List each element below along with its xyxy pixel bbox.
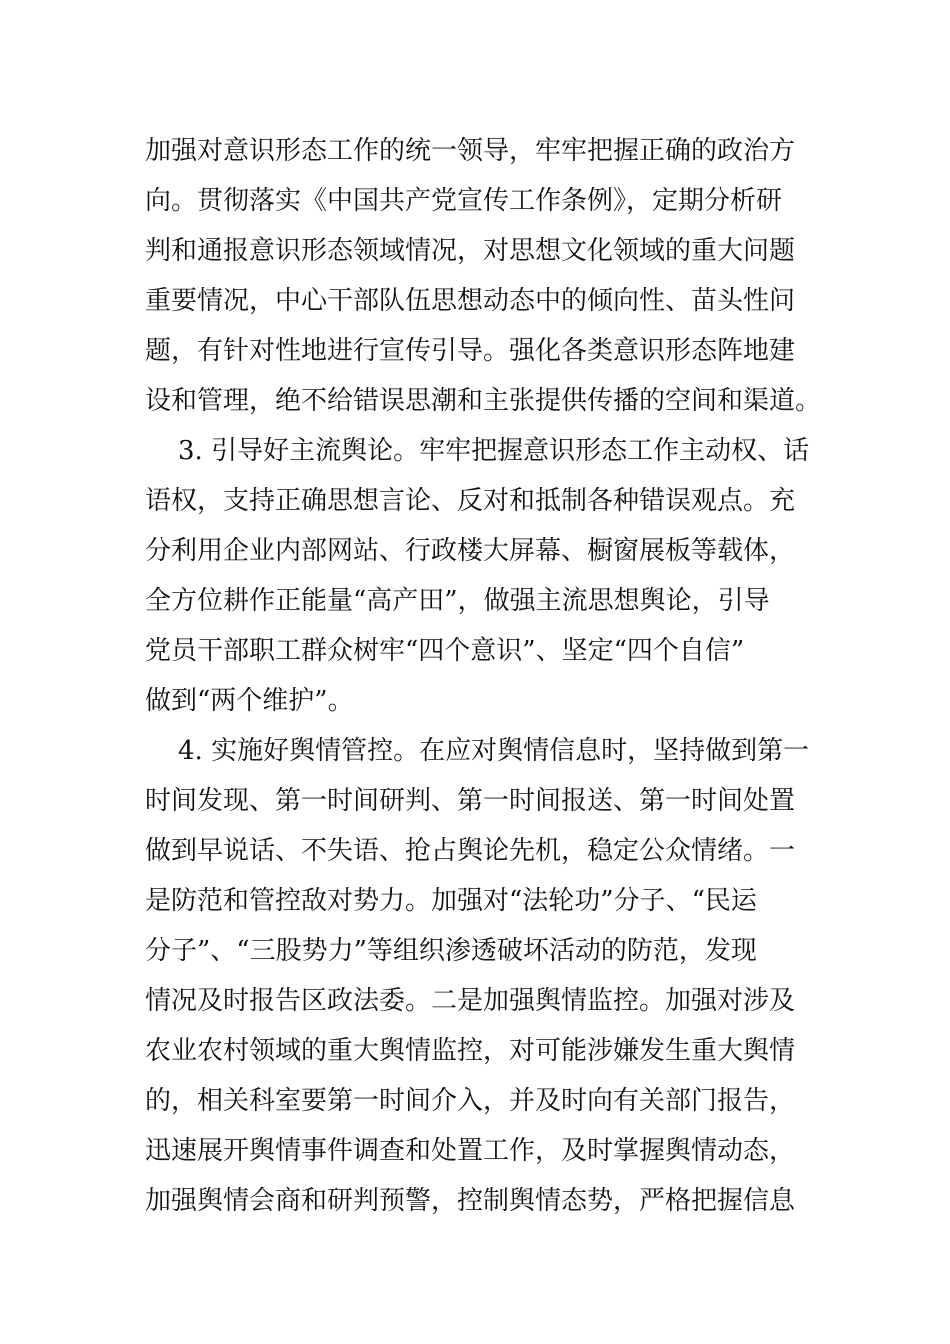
text-line: 向。贯彻落实《中国共产党宣传工作条例》，定期分析研 bbox=[145, 186, 783, 216]
section-3-heading-line: 3. 引导好主流舆论。牢牢把握意识形态工作主动权、话 bbox=[178, 436, 810, 466]
text-line: 情况及时报告区政法委。二是加强舆情监控。加强对涉及 bbox=[145, 986, 796, 1016]
text-line: 分子”、“三股势力”等组织渗透破坏活动的防范，发现 bbox=[145, 936, 757, 966]
text-line: 迅速展开舆情事件调查和处置工作，及时掌握舆情动态， bbox=[145, 1136, 796, 1166]
text-line: 做到“两个维护”。 bbox=[145, 686, 354, 716]
text-line: 判和通报意识形态领域情况，对思想文化领域的重大问题 bbox=[145, 236, 796, 266]
section-4-heading-line: 4. 实施好舆情管控。在应对舆情信息时，坚持做到第一 bbox=[178, 736, 810, 766]
text-line: 农业农村领域的重大舆情监控，对可能涉嫌发生重大舆情 bbox=[145, 1036, 796, 1066]
text-line: 全方位耕作正能量“高产田”，做强主流思想舆论，引导 bbox=[145, 586, 770, 616]
text-line: 重要情况，中心干部队伍思想动态中的倾向性、苗头性问 bbox=[145, 286, 796, 316]
text-line: 党员干部职工群众树牢“四个意识”、坚定“四个自信” bbox=[145, 636, 745, 666]
text-line: 设和管理，绝不给错误思潮和主张提供传播的空间和渠道。 bbox=[145, 386, 822, 416]
text-line: 的，相关科室要第一时间介入，并及时向有关部门报告， bbox=[145, 1086, 796, 1116]
text-line: 加强舆情会商和研判预警，控制舆情态势，严格把握信息 bbox=[145, 1186, 796, 1216]
text-line: 语权，支持正确思想言论、反对和抵制各种错误观点。充 bbox=[145, 486, 796, 516]
text-line: 是防范和管控敌对势力。加强对“法轮功”分子、“民运 bbox=[145, 886, 757, 916]
text-line: 加强对意识形态工作的统一领导，牢牢把握正确的政治方 bbox=[145, 136, 796, 166]
text-line: 题，有针对性地进行宣传引导。强化各类意识形态阵地建 bbox=[145, 336, 796, 366]
text-line: 做到早说话、不失语、抢占舆论先机，稳定公众情绪。一 bbox=[145, 836, 796, 866]
text-line: 分利用企业内部网站、行政楼大屏幕、橱窗展板等载体， bbox=[145, 536, 796, 566]
text-line: 时间发现、第一时间研判、第一时间报送、第一时间处置 bbox=[145, 786, 796, 816]
